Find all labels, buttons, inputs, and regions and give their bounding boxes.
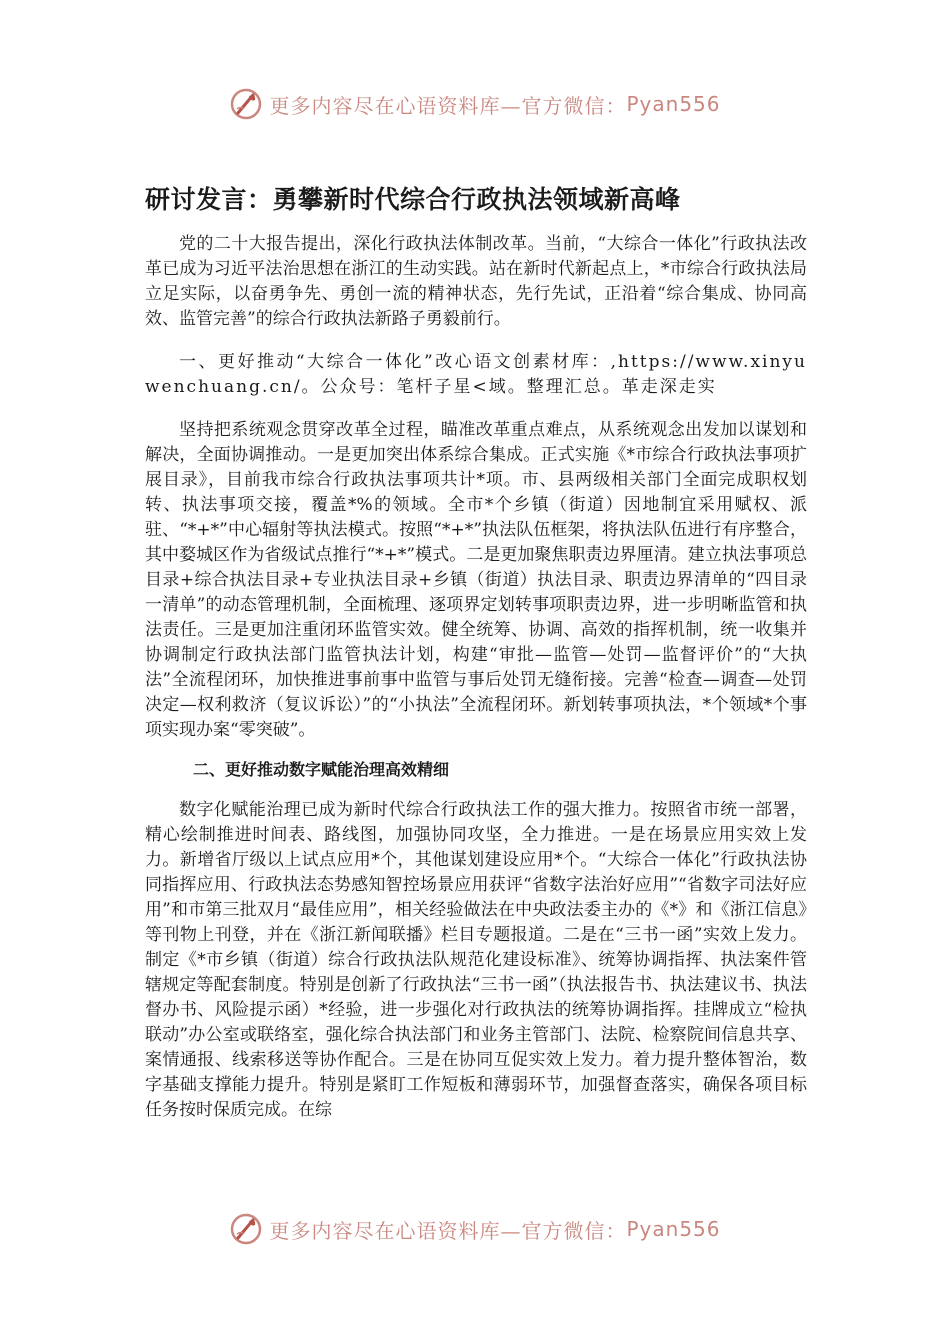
header-banner [0,84,950,124]
banner-text: 更多内容尽在心语资料库—官方微信： [269,1218,627,1243]
section-2-heading: 二、更好推动数字赋能治理高效精细 [193,760,450,779]
banner-wechat-id: Pyan556 [626,1217,721,1241]
paragraph-section-1: 坚持把系统观念贯穿改革全过程，瞄准改革重点难点，从系统观念出发加以谋划和解决，全面协调推动。一是更加突出体系综合集成。正式实施《*市综合行政执法事项扩展目录》，目前我市综合行政执法事项共计*项。市、县两级相关部门全面完成职权划转、执法事项交接，覆盖*%的领域。全市*个乡镇（街道）因地制宜采用赋权、派驻、“*+*”中心辐射等执法模式。按照“*+*”执法队伍框架，将执法队伍进行有序整合，其中婺城区作为省级试点推行“*+*”模式。二是更加聚焦职责边界厘清。建立执法事项总目录+综合执法目录+专业执法目录+乡镇（街道）执法目录、职责边界清单的“四目录一清单”的动态管理机制，全面梳理、逐项界定划转事项职责边界，进一步明晰监管和执法责任。三是更加注重闭环监管实效。健全统筹、协调、高效的指挥机制，统一收集并协调制定行政执法部门监管执法计划，构建“审批—监管—处罚—监督评价”的“大执法”全流程闭环，加快推进事前事中监管与事后处罚无缝衔接。完善“检查—调查—处罚决定—权利救济（复议诉讼）”的“小执法”全流程闭环。新划转事项执法，*个领域*个事项实现办案“零突破”。 [145,420,807,740]
paragraph-intro: 党的二十大报告提出，深化行政执法体制改革。当前，“大综合一体化”行政执法改革已成为习近平法治思想在浙江的生动实践。站在新时代新起点上，*市综合行政执法局立足实际，以奋勇争先、勇创一流的精神状态，先行先试，正沿着“综合集成、协同高效、监管完善”的综合行政执法新路子勇毅前行。 [145,234,807,329]
brush-logo-icon [229,1212,263,1246]
section-1-heading: 一、更好推动“大综合一体化”改心语文创素材库：,https://www.xinyuwenchuang.cn/。公众号：笔杆子星<域。整理汇总。革走深走实 [145,352,807,397]
document-body [145,232,807,1123]
banner-text: 更多内容尽在心语资料库—官方微信： [269,93,627,118]
footer-banner [0,1209,950,1249]
brush-logo-icon [229,87,263,121]
paragraph-section-2: 数字化赋能治理已成为新时代综合行政执法工作的强大推力。按照省市统一部署，精心绘制推进时间表、路线图，加强协同攻坚，全力推进。一是在场景应用实效上发力。新增省厅级以上试点应用*个，其他谋划建设应用*个。“大综合一体化”行政执法协同指挥应用、行政执法态势感知智控场景应用获评“省数字法治好应用”“省数字司法好应用”和市第三批双月“最佳应用”，相关经验做法在中央政法委主办的《*》和《浙江信息》等刊物上刊登，并在《浙江新闻联播》栏目专题报道。二是在“三书一函”实效上发力。制定《*市乡镇（街道）综合行政执法队规范化建设标准》、统筹协调指挥、执法案件管辖规定等配套制度。特别是创新了行政执法“三书一函”（执法报告书、执法建议书、执法督办书、风险提示函）*经验，进一步强化对行政执法的统筹协调指挥。挂牌成立“检执联动”办公室或联络室，强化综合执法部门和业务主管部门、法院、检察院间信息共享、案情通报、线索移送等协作配合。三是在协同互促实效上发力。着力提升整体智治，数字基础支撑能力提升。特别是紧盯工作短板和薄弱环节，加强督查落实，确保各项目标任务按时保质完成。在综 [145,800,807,1120]
banner-wechat-id: Pyan556 [626,92,721,116]
document-title: 研讨发言：勇攀新时代综合行政执法领域新高峰 [145,185,681,214]
